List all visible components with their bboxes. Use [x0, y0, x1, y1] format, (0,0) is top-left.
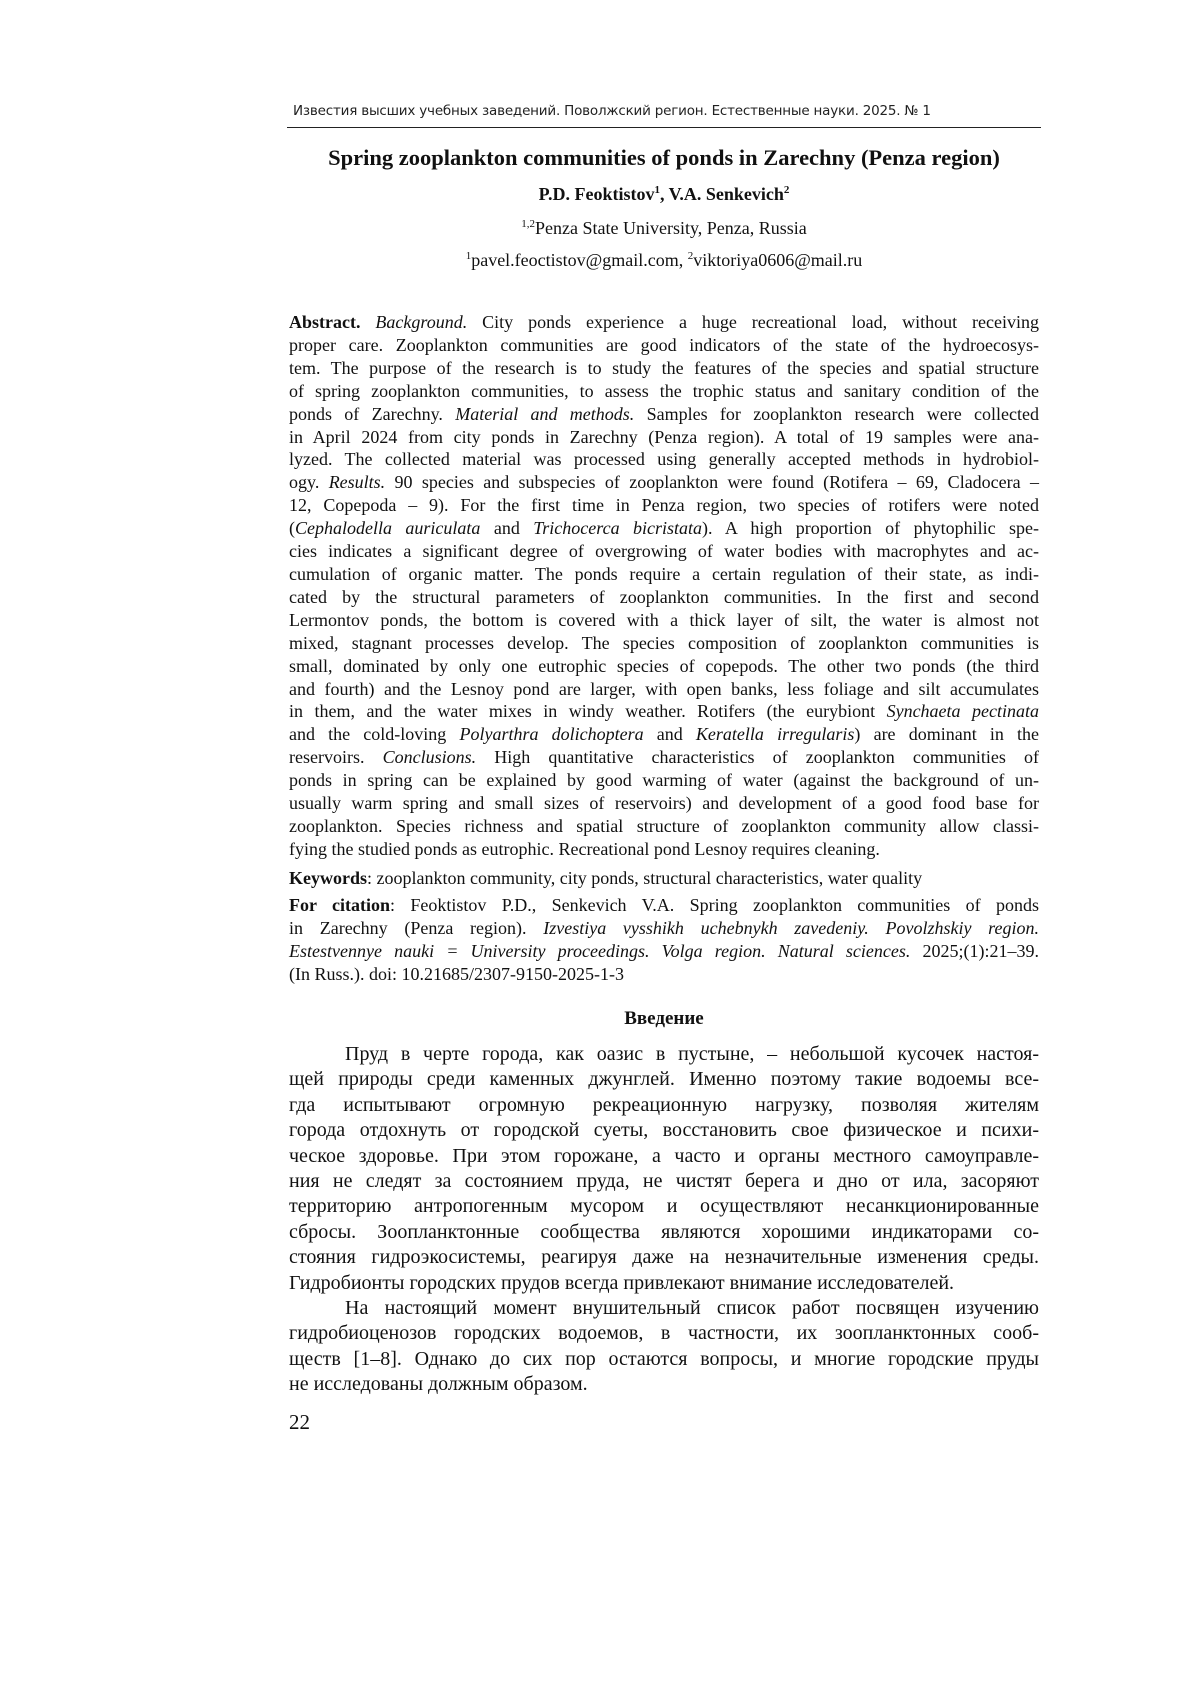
text-segment: and fourth) and the Lesnoy pond are larger, with open banks, less foliage and silt accumulates — [289, 678, 1039, 699]
text-segment: of spring zooplankton communities, to assess the trophic status and sanitary condition of the — [289, 380, 1039, 401]
text-line — [289, 426, 1039, 449]
text-line — [289, 403, 1039, 426]
text-segment: (In Russ.). doi: 10.21685/2307-9150-2025-1-3 — [289, 963, 624, 984]
text-line — [289, 894, 1039, 917]
text-line — [289, 815, 1039, 838]
text-line — [289, 380, 1039, 403]
author-sup: 2 — [783, 184, 790, 196]
text-segment: small, dominated by only one eutrophic species of copepods. The other two ponds (the third — [289, 655, 1039, 676]
text-segment: ( — [289, 518, 295, 539]
italic-text: Background. — [375, 312, 468, 332]
bold-label: Keywords — [289, 868, 367, 888]
text-segment: tem. The purpose of the research is to study the features of the species and spatial structure — [289, 357, 1039, 378]
keywords — [289, 867, 1039, 890]
text-segment: zooplankton. Species richness and spatial structure of zooplankton community allow classi- — [289, 815, 1039, 836]
italic-text: Results. — [328, 472, 386, 493]
text-line — [289, 792, 1039, 815]
paragraph-line: гда испытывают огромную рекреационную нагрузку, позволяя жителям — [289, 1093, 1039, 1116]
bold-label: For citation — [289, 895, 390, 915]
paragraph-line: Гидробионты городских прудов всегда привлекают внимание исследователей. — [289, 1271, 955, 1294]
author-name: P.D. Feoktistov — [538, 184, 655, 204]
text-segment: and — [480, 518, 534, 539]
text-segment: cumulation of organic matter. The ponds require a certain regulation of their state, as indi- — [289, 563, 1039, 584]
paragraph-line: Пруд в черте города, как оазис в пустыне, – небольшой кусочек настоя- — [345, 1043, 1039, 1065]
text-line — [289, 838, 1039, 861]
text-line — [289, 655, 1039, 678]
paragraph-line: ществ [1–8]. Однако до сих пор остаются вопросы, и многие городские пруды — [289, 1347, 1039, 1370]
email-link[interactable]: viktoriya0606@mail.ru — [693, 250, 863, 270]
text-line — [289, 494, 1039, 517]
text-line — [289, 963, 1039, 986]
text-segment: : zooplankton community, city ponds, structural characteristics, water quality — [367, 868, 923, 888]
abstract — [289, 311, 1039, 861]
italic-text: Conclusions. — [382, 747, 477, 768]
italic-text: Cephalodella auriculata — [295, 518, 481, 539]
text-line — [289, 334, 1039, 357]
text-segment — [360, 312, 375, 332]
text-line — [289, 311, 1039, 334]
paragraph-line: территорию антропогенным мусором и осуществляют несанкционированные — [289, 1195, 1039, 1218]
email-link[interactable]: pavel.feoctistov@gmail.com — [471, 250, 679, 270]
italic-text: Keratella irregularis — [695, 724, 855, 745]
text-segment: ponds in spring can be explained by good warming of water (against the background of un- — [289, 770, 1039, 791]
italic-text: Synchaeta pectinata — [886, 701, 1040, 722]
italic-text: Estestvennye nauki = University proceedings. Volga region. Natural sciences. — [289, 940, 911, 961]
text-line — [289, 632, 1039, 655]
header-rule — [287, 127, 1041, 128]
text-segment: 2025;(1):21–39. — [910, 940, 1039, 961]
paragraph-line: ния не следят за состоянием пруда, не чистят берега и дно от ила, засоряют — [289, 1170, 1039, 1193]
email-sup: 2 — [687, 250, 694, 262]
paragraph-line: стояния гидроэкосистемы, реагируя даже на незначительные изменения среды. — [289, 1246, 1039, 1269]
paragraph-line: города отдохнуть от городской суеты, восстановить свое физическое и психи- — [289, 1119, 1039, 1142]
citation — [289, 894, 1039, 986]
authors: P.D. Feoktistov$^1$, V.A. Senkevich$^2$ — [538, 184, 790, 204]
text-line — [289, 867, 1039, 890]
text-segment: proper care. Zooplankton communities are good indicators of the state of the hydroecosys- — [289, 334, 1039, 355]
text-line — [289, 746, 1039, 769]
text-segment: reservoirs. — [289, 747, 383, 768]
italic-text: Izvestiya vysshikh uchebnykh zavedeniy. Povolzhskiy region. — [543, 917, 1039, 938]
affiliation-sup: 1,2 — [521, 218, 535, 230]
text-segment: cies indicates a significant degree of overgrowing of water bodies with macrophytes and ac- — [289, 541, 1039, 562]
text-segment: and — [643, 724, 696, 745]
text-segment: ogy. — [289, 472, 329, 493]
text-segment: in Zarechny (Penza region). — [289, 917, 544, 938]
text-line — [289, 586, 1039, 609]
bold-label: Abstract. — [289, 312, 361, 332]
text-segment: cated by the structural parameters of zooplankton communities. In the first and second — [289, 586, 1039, 607]
text-segment: : Feoktistov P.D., Senkevich V.A. Spring zooplankton communities of ponds — [390, 895, 1039, 915]
page-number: 22 — [289, 1410, 310, 1434]
text-line — [289, 563, 1039, 586]
text-segment: in April 2024 from city ponds in Zarechny (Penza region). A total of 19 samples were ana- — [289, 426, 1039, 447]
article-title: Spring zooplankton communities of ponds in Zarechny (Penza region) — [328, 145, 1000, 170]
text-line — [289, 609, 1039, 632]
text-line — [289, 917, 1039, 940]
text-segment: High quantitative characteristics of zooplankton communities of — [476, 747, 1039, 768]
text-segment: ) are dominant in the — [854, 724, 1040, 745]
text-line — [289, 678, 1039, 701]
intro-body — [289, 1042, 1039, 1398]
text-line — [289, 357, 1039, 380]
email-sup: 1 — [465, 250, 472, 262]
text-segment: City ponds experience a huge recreational load, without receiving — [467, 312, 1039, 332]
italic-text: Material and methods. — [455, 403, 635, 424]
paragraph-line: сбросы. Зоопланктонные сообщества являются хорошими индикаторами со- — [289, 1220, 1039, 1243]
text-line — [289, 517, 1039, 540]
text-segment: fying the studied ponds as eutrophic. Recreational pond Lesnoy requires cleaning. — [289, 838, 880, 859]
text-segment: usually warm spring and small sizes of reservoirs) and development of a good food base for — [289, 793, 1039, 814]
paragraph-line: гидробиоценозов городских водоемов, в частности, их зоопланктонных сооб- — [289, 1322, 1039, 1345]
emails: $^1$pavel.feoctistov@gmail.com, $^2$viktoriya0606@mail.ru — [465, 250, 863, 270]
text-line — [289, 940, 1039, 963]
text-segment: 90 species and subspecies of zooplankton were found (Rotifera – 69, Cladocera – — [385, 472, 1039, 493]
text-segment: lyzed. The collected material was processed using generally accepted methods in hydrobiol- — [289, 449, 1039, 470]
author-name: V.A. Senkevich — [668, 184, 784, 204]
paragraph-line: На настоящий момент внушительный список работ посвящен изучению — [345, 1297, 1039, 1320]
text-line — [289, 700, 1039, 723]
text-segment: ponds of Zarechny. — [289, 403, 456, 424]
affiliation-text: Penza State University, Penza, Russia — [534, 218, 807, 238]
text-line — [289, 471, 1039, 494]
text-segment: mixed, stagnant processes develop. The species composition of zooplankton communities is — [289, 632, 1039, 653]
paragraph-line: не исследованы должным образом. — [289, 1373, 588, 1396]
text-segment: 12, Copepoda – 9). For the first time in Penza region, two species of rotifers were noted — [289, 495, 1039, 516]
text-line — [289, 448, 1039, 471]
text-segment: Lermontov ponds, the bottom is covered with a thick layer of silt, the water is almost not — [289, 609, 1039, 630]
text-line — [289, 540, 1039, 563]
text-segment: ). A high proportion of phytophilic spe- — [702, 518, 1039, 539]
text-segment: Samples for zooplankton research were collected — [634, 403, 1039, 424]
paragraph-line: ческое здоровье. При этом горожане, а часто и органы местного самоуправле- — [289, 1144, 1039, 1167]
text-line — [289, 769, 1039, 792]
running-header: Известия высших учебных заведений. Поволжский регион. Естественные науки. 2025. № 1 — [293, 103, 931, 119]
paragraph-line: щей природы среди каменных джунглей. Именно поэтому такие водоемы все- — [289, 1068, 1039, 1091]
text-line — [289, 723, 1039, 746]
affiliation — [289, 218, 1039, 239]
section-heading: Введение — [624, 1008, 704, 1029]
author-sup: 1 — [654, 184, 660, 196]
italic-text: Trichocerca bicristata — [533, 518, 702, 539]
italic-text: Polyarthra dolichoptera — [459, 724, 644, 745]
text-segment: and the cold-loving — [289, 724, 460, 745]
text-segment: in them, and the water mixes in windy weather. Rotifers (the eurybiont — [289, 701, 887, 722]
